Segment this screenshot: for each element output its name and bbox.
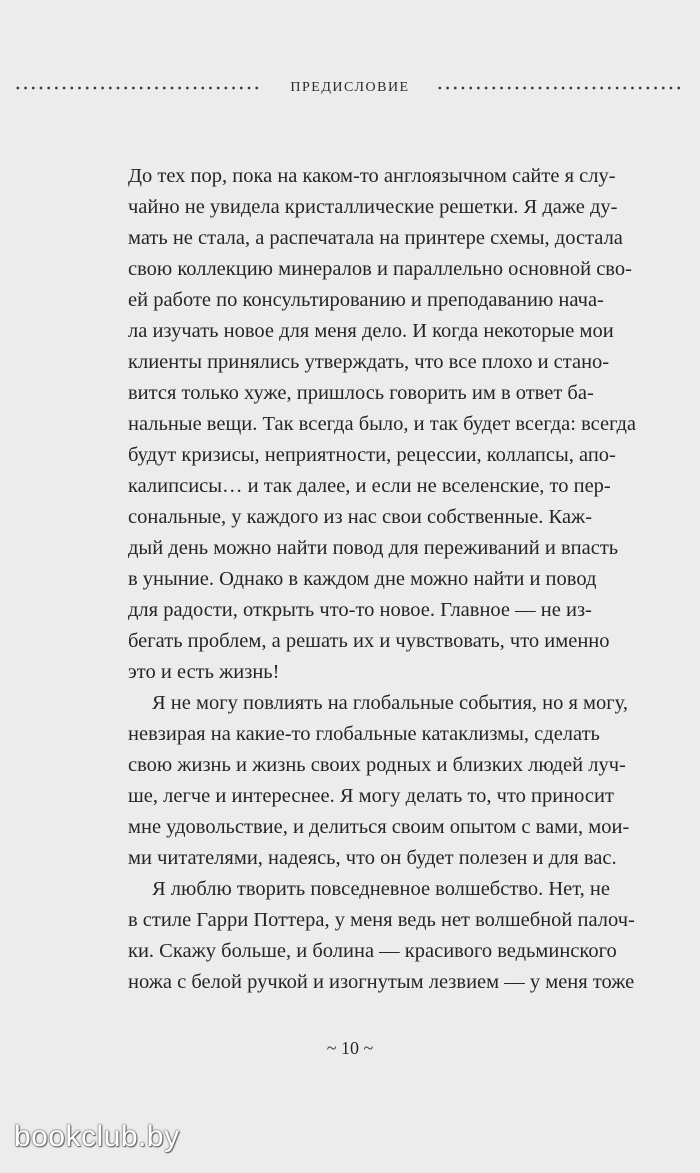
watermark-logo: bookclub.by: [14, 1120, 180, 1153]
text-line: ей работе по консультированию и преподаванию нача-: [128, 289, 604, 311]
page-number: ~ 10 ~: [326, 1038, 374, 1058]
text-line: мать не стала, а распечатала на принтере схемы, достала: [128, 227, 623, 249]
text-line: ножа с белой ручкой и изогнутым лезвием — у меня тоже: [128, 971, 635, 993]
text-line: дый день можно найти повод для переживаний и впасть: [128, 537, 619, 559]
text-line: чайно не увидела кристаллические решетки. Я даже ду-: [128, 196, 618, 218]
text-line: ки. Скажу больше, и болина — красивого ведьминского: [128, 940, 617, 962]
text-line: мне удовольствие, и делиться своим опытом с вами, мои-: [128, 816, 630, 838]
body-text: [128, 161, 637, 998]
text-line: сональные, у каждого из нас свои собственные. Каж-: [128, 506, 593, 528]
text-line: ше, легче и интереснее. Я могу делать то, что приносит: [128, 785, 614, 807]
text-line: свою жизнь и жизнь своих родных и близких людей луч-: [128, 754, 626, 776]
text-line: Я люблю творить повседневное волшебство. Нет, не: [152, 878, 610, 900]
text-line: в уныние. Однако в каждом дне можно найти и повод: [128, 568, 597, 590]
header-rule-left: [14, 85, 264, 91]
text-line: ла изучать новое для меня дело. И когда некоторые мои: [128, 320, 614, 342]
text-line: Я не могу повлиять на глобальные события, но я могу,: [152, 692, 629, 714]
text-line: вится только хуже, пришлось говорить им в ответ ба-: [128, 382, 594, 404]
text-line: калипсисы… и так далее, и если не вселенские, то пер-: [128, 475, 611, 497]
text-line: будут кризисы, неприятности, рецессии, коллапсы, апо-: [128, 444, 616, 466]
text-line: До тех пор, пока на каком-то англоязычном сайте я слу-: [128, 165, 616, 187]
text-line: в стиле Гарри Поттера, у меня ведь нет волшебной палоч-: [128, 909, 635, 931]
text-line: свою коллекцию минералов и параллельно основной сво-: [128, 258, 632, 280]
text-line: ми читателями, надеясь, что он будет полезен и для вас.: [128, 847, 617, 869]
text-line: невзирая на какие-то глобальные катаклизмы, сделать: [128, 723, 600, 745]
text-line: клиенты принялись утверждать, что все плохо и стано-: [128, 351, 610, 373]
header-rule-right: [436, 85, 686, 91]
text-line: нальные вещи. Так всегда было, и так будет всегда: всегда: [128, 413, 637, 435]
text-line: для радости, открыть что-то новое. Главное — не из-: [128, 599, 592, 621]
text-line: бегать проблем, а решать их и чувствовать, что именно: [128, 630, 610, 652]
header-title: ПРЕДИСЛОВИЕ: [290, 80, 410, 95]
running-header: [14, 70, 686, 106]
text-line: это и есть жизнь!: [128, 661, 280, 683]
